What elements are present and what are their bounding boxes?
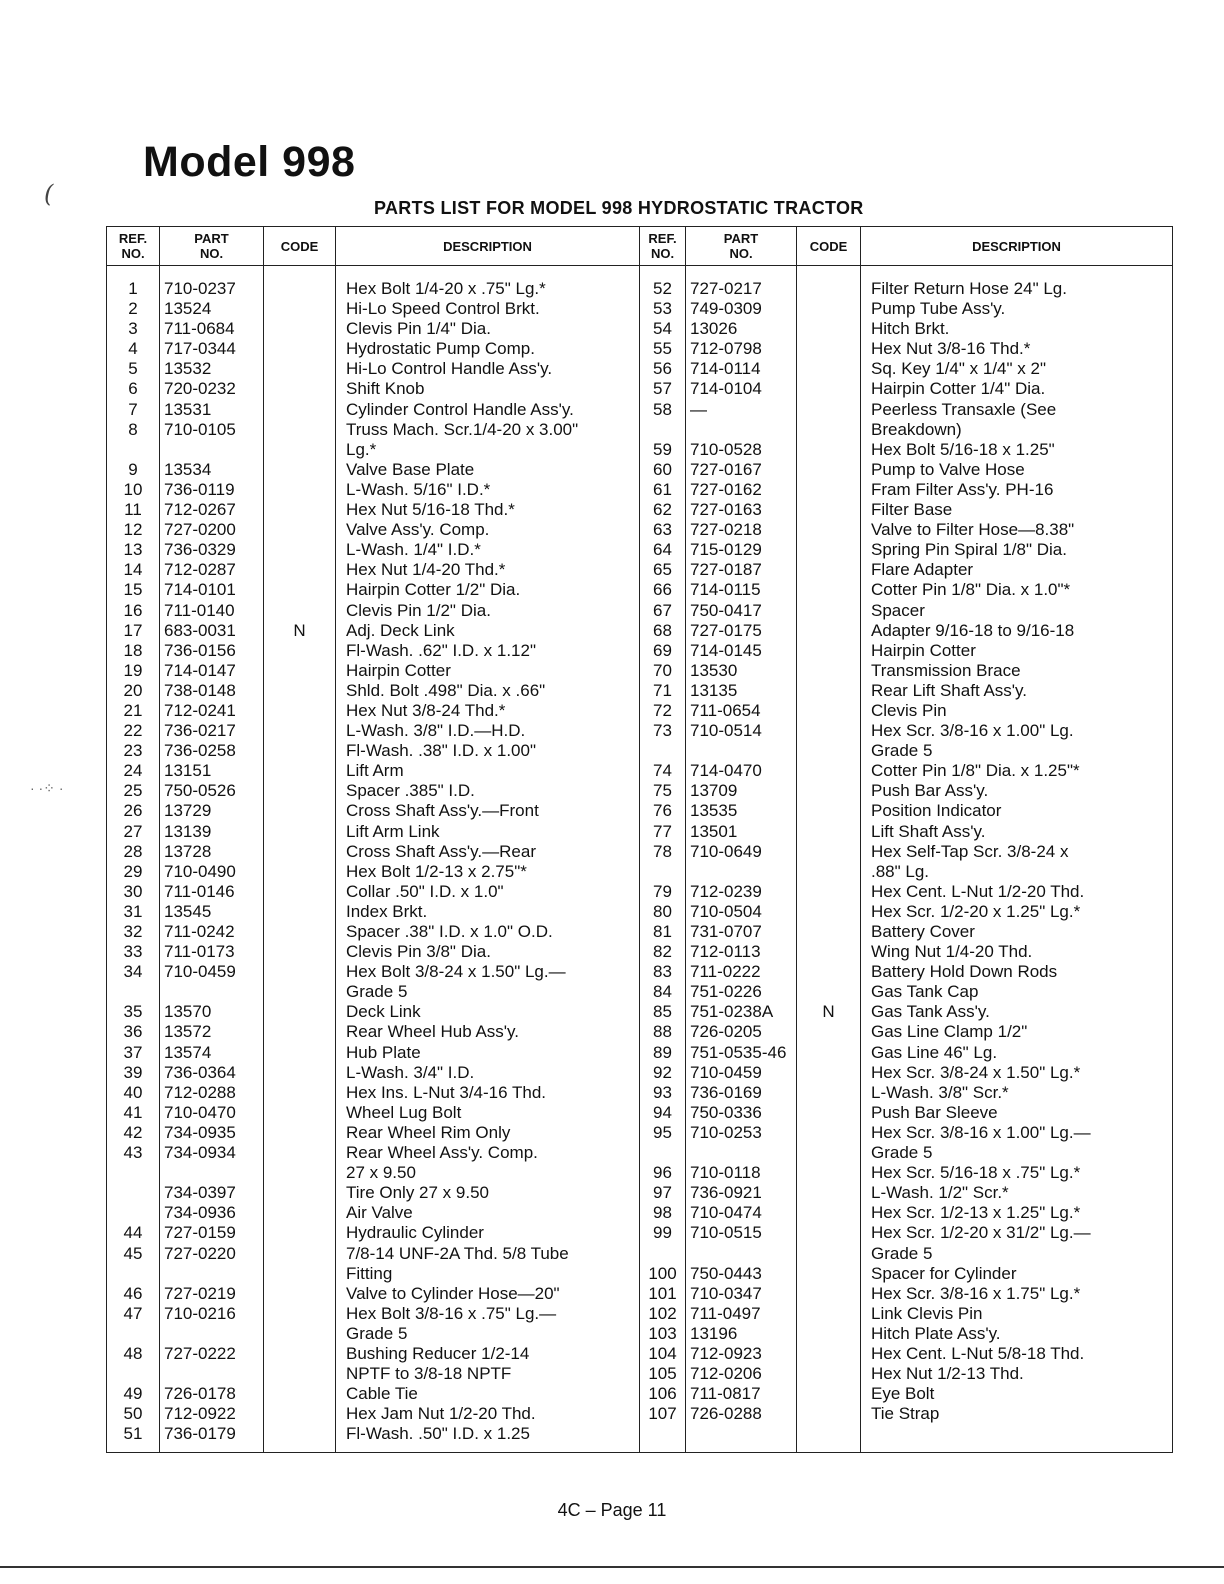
left-code-column: N — [264, 266, 336, 1453]
header-part-no: PART NO. — [160, 227, 264, 266]
right-ref-column: 52 53 54 55 56 57 58 59 60 61 62 63 64 65 66 67 68 69 70 71 72 73 74 75 76 77 78 79 80 81 82 83 84 85 88 89 92 93 94 95 96 97 98 99 100 101 102 103 104 105 106 107 — [640, 266, 686, 1453]
header-ref-no-right: REF. NO. — [640, 227, 686, 266]
header-code-right: CODE — [797, 227, 861, 266]
header-description: DESCRIPTION — [336, 227, 640, 266]
parts-table — [106, 226, 1173, 1453]
table-body — [107, 266, 1173, 1453]
left-ref-column: 1 2 3 4 5 6 7 8 9 10 11 12 13 14 15 16 17 18 19 20 21 22 23 24 25 26 27 28 29 30 31 32 33 34 35 36 37 39 40 41 42 43 44 45 46 47 48 49 50 51 — [107, 266, 160, 1453]
margin-mark: ( — [44, 180, 54, 208]
right-part-column: 727-0217 749-0309 13026 712-0798 714-0114 714-0104 — 710-0528 727-0167 727-0162 727-0163 727-0218 715-0129 727-0187 714-0115 750-0417 727-0175 714-0145 13530 13135 711-0654 710-0514 714-0470 13709 13535 13501 710-0649 712-0239 710-0504 731-0707 712-0113 711-0222 751-0226 751-0238A 726-0205 751-0535-46 710-0459 736-0169 750-0336 710-0253 710-0118 736-0921 710-0474 710-0515 750-0443 710-0347 711-0497 13196 712-0923 712-0206 711-0817 726-0288 — [686, 266, 797, 1453]
table-header-row — [107, 227, 1173, 266]
header-code: CODE — [264, 227, 336, 266]
header-part-no-right: PART NO. — [686, 227, 797, 266]
left-description-column: Hex Bolt 1/4-20 x .75" Lg.* Hi-Lo Speed Control Brkt. Clevis Pin 1/4" Dia. Hydrostatic Pump Comp. Hi-Lo Control Handle Ass'y. Shift Knob Cylinder Control Handle Ass'y. Truss Mach. Scr.1/4-20 x 3.00" Lg.* Valve Base Plate L-Wash. 5/16" I.D.* Hex Nut 5/16-18 Thd.* Valve Ass'y. Comp. L-Wash. 1/4" I.D.* Hex Nut 1/4-20 Thd.* Hairpin Cotter 1/2" Dia. Clevis Pin 1/2" Dia. Adj. Deck Link Fl-Wash. .62" I.D. x 1.12" Hairpin Cotter Shld. Bolt .498" Dia. x .66" Hex Nut 3/8-24 Thd.* L-Wash. 3/8" I.D.—H.D. Fl-Wash. .38" I.D. x 1.00" Lift Arm Spacer .385" I.D. Cross Shaft Ass'y.—Front Lift Arm Link Cross Shaft Ass'y.—Rear Hex Bolt 1/2-13 x 2.75"* Collar .50" I.D. x 1.0" Index Brkt. Spacer .38" I.D. x 1.0" O.D. Clevis Pin 3/8" Dia. Hex Bolt 3/8-24 x 1.50" Lg.— Grade 5 Deck Link Rear Wheel Hub Ass'y. Hub Plate L-Wash. 3/4" I.D. Hex Ins. L-Nut 3/4-16 Thd. Wheel Lug Bolt Rear Wheel Rim Only Rear Wheel Ass'y. Comp. 27 x 9.50 Tire Only 27 x 9.50 Air Valve Hydraulic Cylinder 7/8-14 UNF-2A Thd. 5/8 Tube Fitting Valve to Cylinder Hose—20" Hex Bolt 3/8-16 x .75" Lg.— Grade 5 Bushing Reducer 1/2-14 NPTF to 3/8-18 NPTF Cable Tie Hex Jam Nut 1/2-20 Thd. Fl-Wash. .50" I.D. x 1.25 — [336, 266, 640, 1453]
page-number: 4C – Page 11 — [557, 1500, 667, 1520]
page-title: Model 998 — [143, 138, 356, 186]
right-code-column: N — [797, 266, 861, 1453]
header-ref-no: REF. NO. — [107, 227, 160, 266]
left-part-column: 710-0237 13524 711-0684 717-0344 13532 720-0232 13531 710-0105 13534 736-0119 712-0267 727-0200 736-0329 712-0287 714-0101 711-0140 683-0031 736-0156 714-0147 738-0148 712-0241 736-0217 736-0258 13151 750-0526 13729 13139 13728 710-0490 711-0146 13545 711-0242 711-0173 710-0459 13570 13572 13574 736-0364 712-0288 710-0470 734-0935 734-0934 734-0397 734-0936 727-0159 727-0220 727-0219 710-0216 727-0222 726-0178 712-0922 736-0179 — [160, 266, 264, 1453]
margin-speck: · ·⁘ · — [30, 780, 64, 796]
right-description-column: Filter Return Hose 24" Lg. Pump Tube Ass'y. Hitch Brkt. Hex Nut 3/8-16 Thd.* Sq. Key 1/4" x 1/4" x 2" Hairpin Cotter 1/4" Dia. Peerless Transaxle (See Breakdown) Hex Bolt 5/16-18 x 1.25" Pump to Valve Hose Fram Filter Ass'y. PH-16 Filter Base Valve to Filter Hose—8.38" Spring Pin Spiral 1/8" Dia. Flare Adapter Cotter Pin 1/8" Dia. x 1.0"* Spacer Adapter 9/16-18 to 9/16-18 Hairpin Cotter Transmission Brace Rear Lift Shaft Ass'y. Clevis Pin Hex Scr. 3/8-16 x 1.00" Lg. Grade 5 Cotter Pin 1/8" Dia. x 1.25"* Push Bar Ass'y. Position Indicator Lift Shaft Ass'y. Hex Self-Tap Scr. 3/8-24 x .88" Lg. Hex Cent. L-Nut 1/2-20 Thd. Hex Scr. 1/2-20 x 1.25" Lg.* Battery Cover Wing Nut 1/4-20 Thd. Battery Hold Down Rods Gas Tank Cap Gas Tank Ass'y. Gas Line Clamp 1/2" Gas Line 46" Lg. Hex Scr. 3/8-24 x 1.50" Lg.* L-Wash. 3/8" Scr.* Push Bar Sleeve Hex Scr. 3/8-16 x 1.00" Lg.— Grade 5 Hex Scr. 5/16-18 x .75" Lg.* L-Wash. 1/2" Scr.* Hex Scr. 1/2-13 x 1.25" Lg.* Hex Scr. 1/2-20 x 31/2" Lg.— Grade 5 Spacer for Cylinder Hex Scr. 3/8-16 x 1.75" Lg.* Link Clevis Pin Hitch Plate Ass'y. Hex Cent. L-Nut 5/8-18 Thd. Hex Nut 1/2-13 Thd. Eye Bolt Tie Strap — [861, 266, 1173, 1453]
header-description-right: DESCRIPTION — [861, 227, 1173, 266]
bottom-rule — [0, 1566, 1224, 1568]
table-title: PARTS LIST FOR MODEL 998 HYDROSTATIC TRACTOR — [374, 198, 864, 218]
